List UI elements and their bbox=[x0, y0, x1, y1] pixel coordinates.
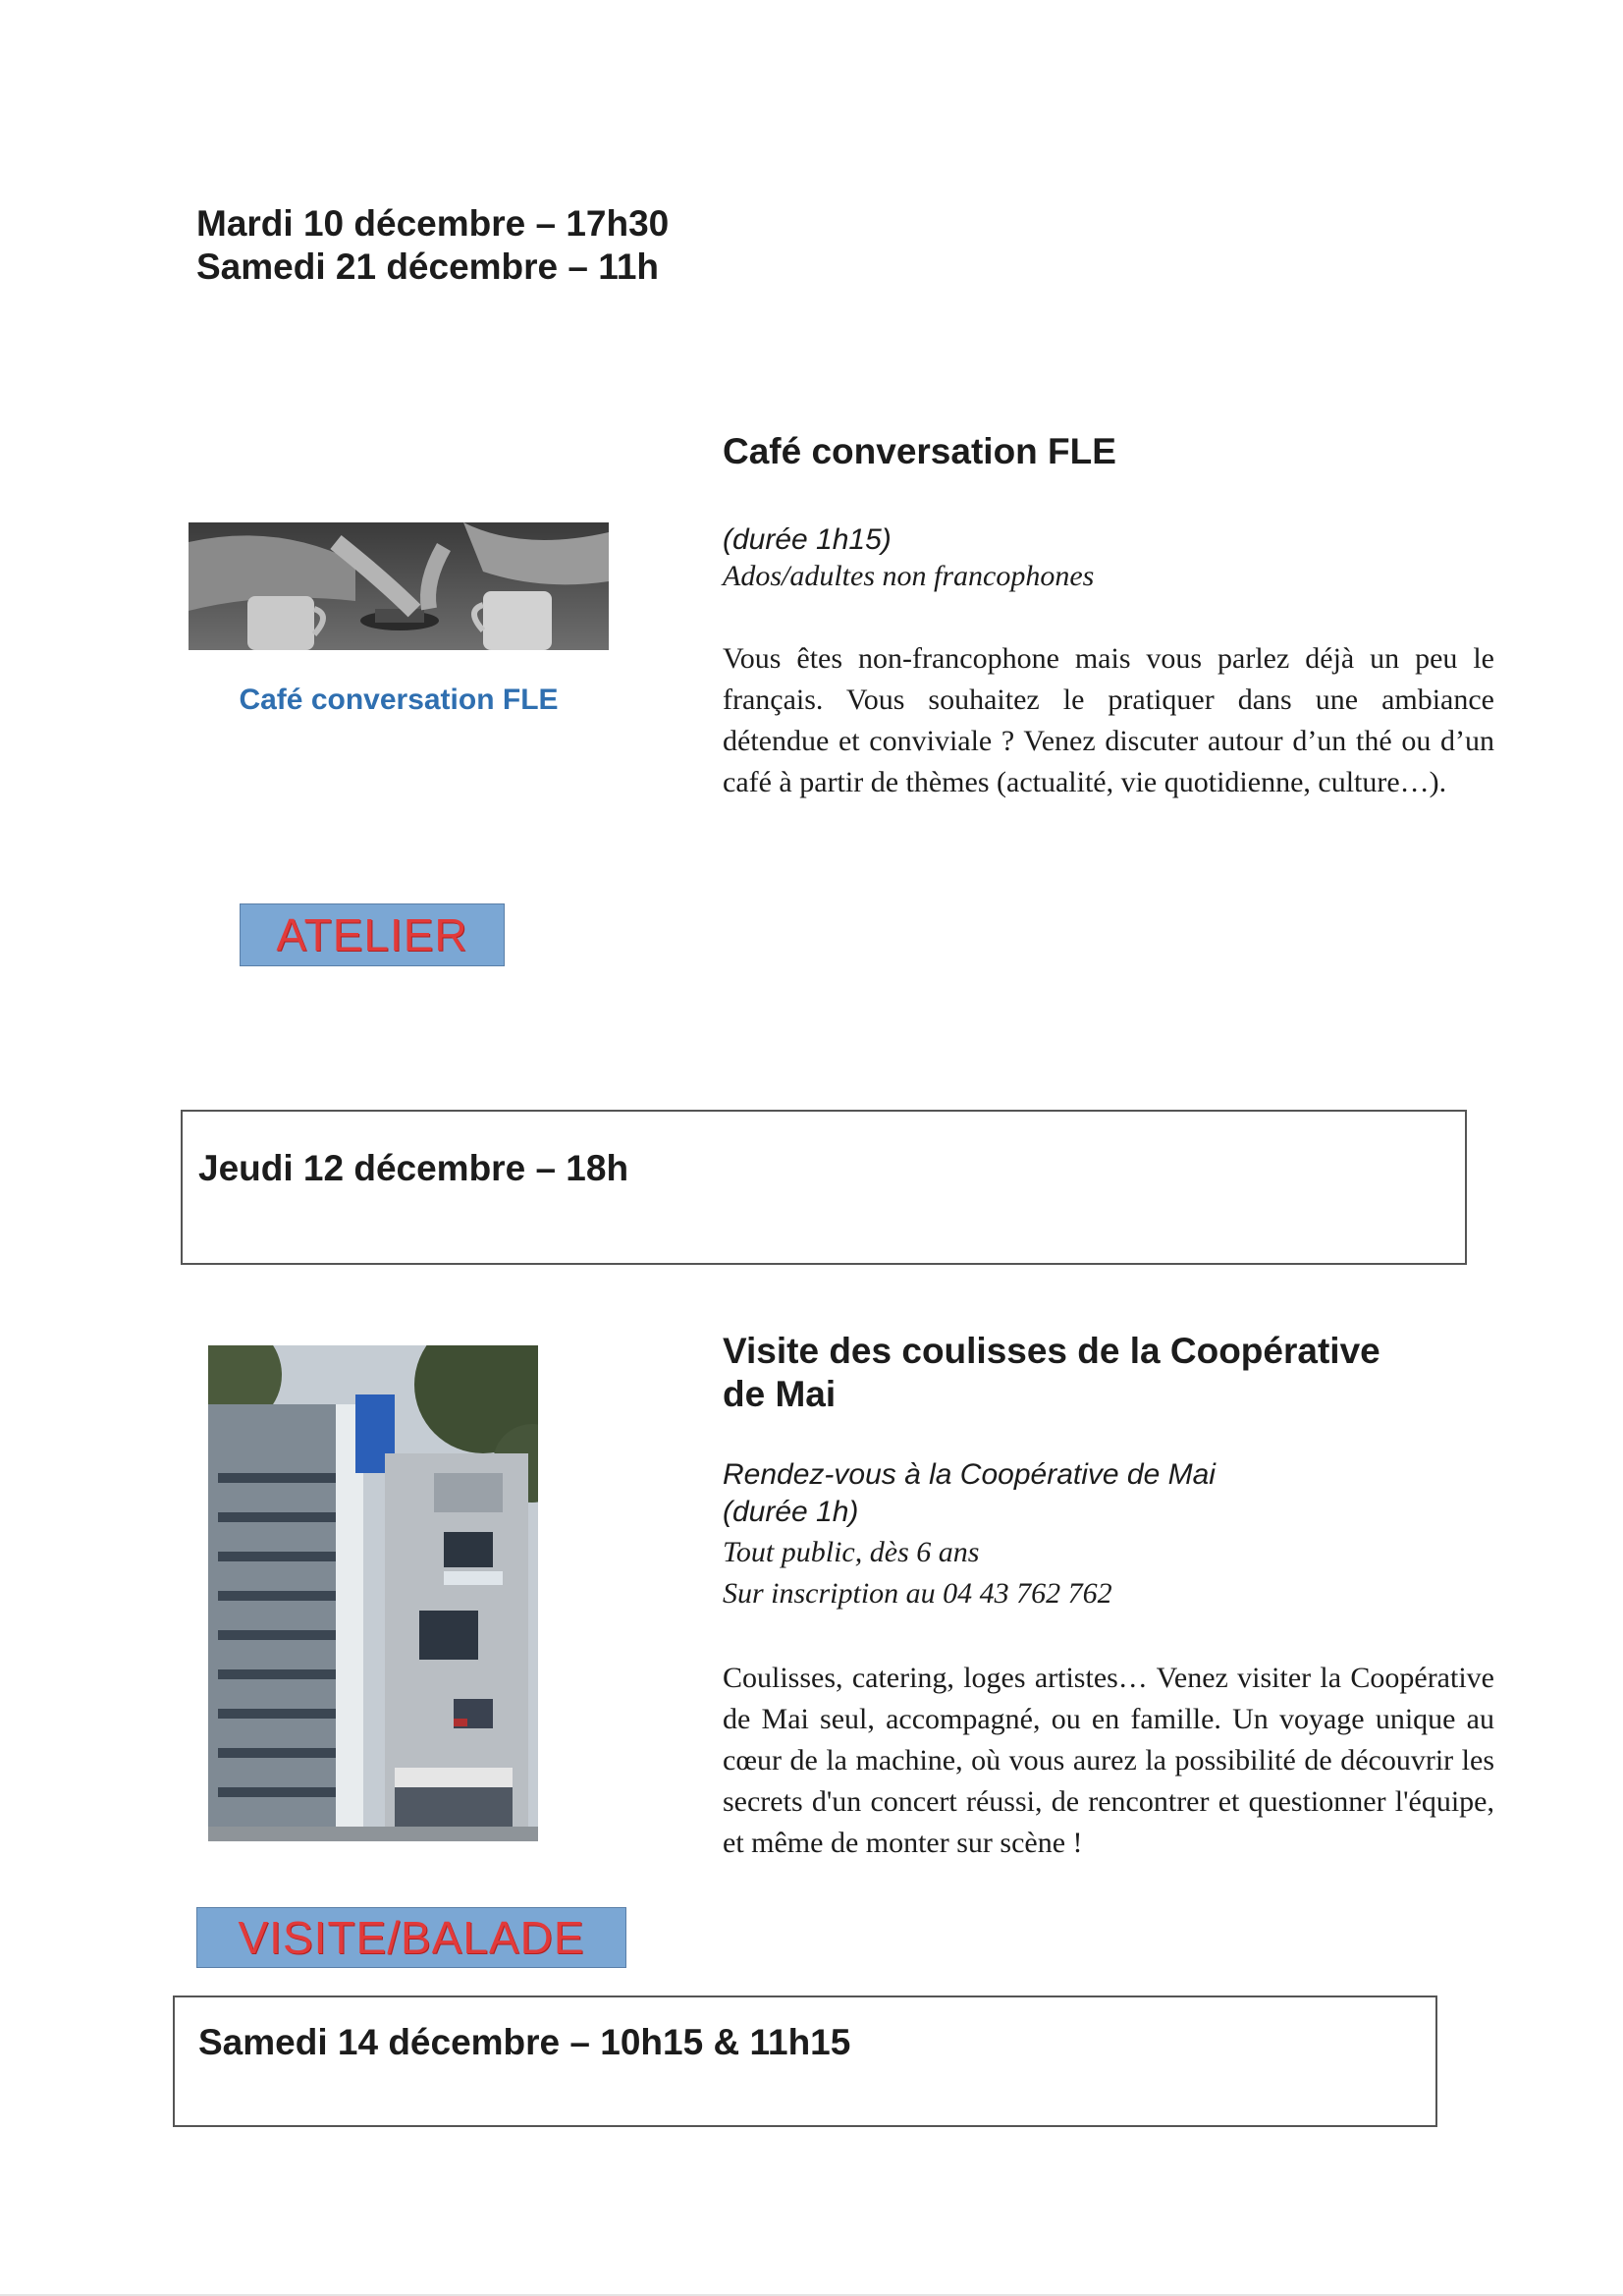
event2-date-box bbox=[181, 1110, 1467, 1265]
event1-date-2: Samedi 21 décembre – 11h bbox=[196, 246, 659, 287]
event2-title-line2: de Mai bbox=[723, 1374, 837, 1414]
event2-audience: Tout public, dès 6 ans bbox=[723, 1536, 980, 1568]
event2-registration: Sur inscription au 04 43 762 762 bbox=[723, 1577, 1112, 1610]
atelier-tag: ATELIER bbox=[240, 903, 505, 966]
event3-date-box bbox=[173, 1995, 1437, 2127]
event1-audience: Ados/adultes non francophones bbox=[723, 560, 1095, 592]
event3-date: Samedi 14 décembre – 10h15 & 11h15 bbox=[198, 2022, 851, 2062]
event1-title: Café conversation FLE bbox=[723, 431, 1116, 471]
cafe-photo bbox=[189, 522, 609, 650]
event2-date: Jeudi 12 décembre – 18h bbox=[198, 1148, 629, 1188]
event2-title-line1: Visite des coulisses de la Coopérative bbox=[723, 1331, 1380, 1371]
cooperative-building-photo bbox=[208, 1345, 538, 1841]
event2-location: Rendez-vous à la Coopérative de Mai bbox=[723, 1458, 1216, 1491]
event1-duration: (durée 1h15) bbox=[723, 523, 892, 556]
event1-description: Vous êtes non-francophone mais vous parlez déjà un peu le français. Vous souhaitez le pratiquer dans une ambiance détendue et conviviale ? Venez discuter autour d’un thé ou d’un café à partir de thèmes (actualité, vie quotidienne, culture…). bbox=[723, 642, 1494, 798]
event2-description: Coulisses, catering, loges artistes… Venez visiter la Coopérative de Mai seul, accompagné, ou en famille. Un voyage unique au cœur de la machine, où vous aurez la possibilité de découvrir les secrets d'un concert réussi, de rencontrer et questionner l'équipe, et même de monter sur scène ! bbox=[723, 1662, 1494, 1859]
visite-balade-tag: VISITE/BALADE bbox=[196, 1907, 626, 1968]
event1-date-1: Mardi 10 décembre – 17h30 bbox=[196, 203, 670, 244]
cafe-image-caption: Café conversation FLE bbox=[239, 683, 559, 716]
event2-duration: (durée 1h) bbox=[723, 1496, 859, 1528]
